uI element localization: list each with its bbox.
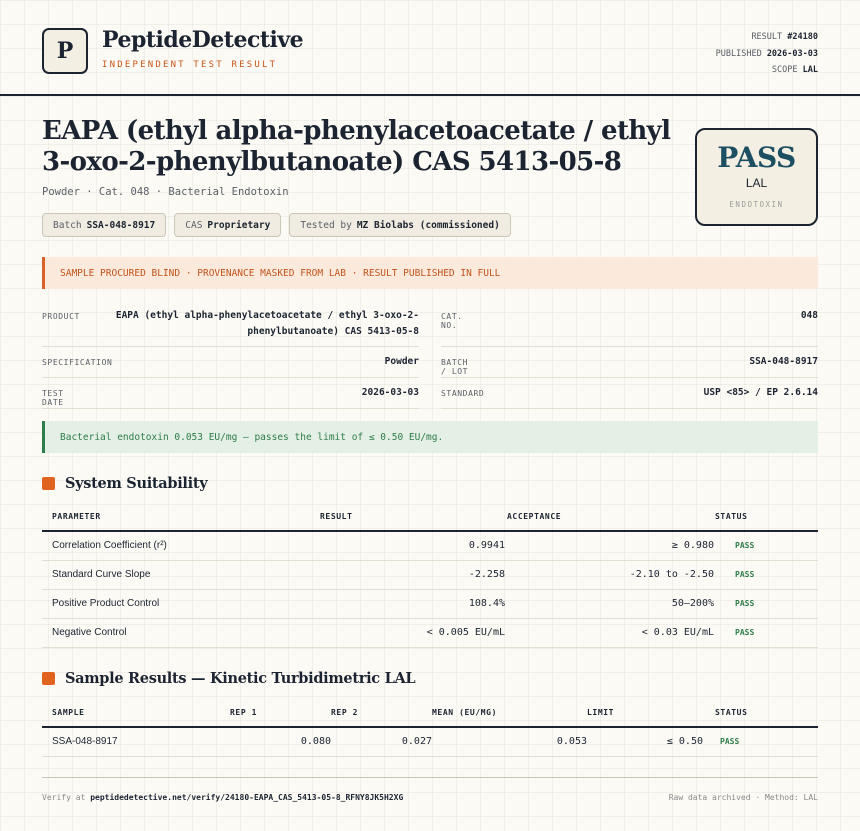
- meta-published: PUBLISHED 2026-03-03: [715, 48, 818, 59]
- cat-value: 048: [800, 310, 818, 321]
- suitability-title: System Suitability: [65, 475, 208, 492]
- product-value: EAPA (ethyl alpha-phenylacetoacetate / ethyl 3-oxo-2-phenylbutanoate) CAS 5413-05-8: [115, 310, 419, 337]
- report-header: [0, 0, 860, 96]
- table-row: [42, 618, 818, 647]
- column-header: RESULT: [320, 503, 507, 531]
- acceptance-cell: 50–200%: [507, 589, 715, 618]
- column-header: REP 2: [331, 699, 432, 727]
- verdict-word: PASS: [717, 141, 796, 174]
- result-cell: 108.4%: [320, 589, 507, 618]
- verdict-method: LAL: [745, 176, 768, 190]
- divider: [42, 346, 419, 347]
- status-badge: PASS: [703, 727, 818, 756]
- meta-scope: SCOPE LAL: [771, 65, 818, 75]
- blind-notice: SAMPLE PROCURED BLIND · PROVENANCE MASKED FROM LAB · RESULT PUBLISHED IN FULL: [42, 257, 818, 289]
- cat-label: CAT. NO.: [441, 312, 463, 330]
- result-cell: 0.9941: [320, 531, 507, 560]
- column-header: ACCEPTANCE: [507, 503, 715, 531]
- table-row: [42, 560, 818, 589]
- divider: [441, 408, 818, 409]
- report-meta: [716, 29, 818, 79]
- result-cell: < 0.005 EU/mL: [320, 618, 507, 647]
- acceptance-cell: -2.10 to -2.50: [507, 560, 715, 589]
- chip-row: [42, 213, 511, 237]
- status-badge: PASS: [715, 531, 818, 560]
- column-header: STATUS: [703, 699, 818, 727]
- divider: [42, 408, 419, 409]
- table-header-row: [42, 503, 818, 531]
- samples-title: Sample Results — Kinetic Turbidimetric LAL: [65, 670, 416, 687]
- archive-note: Raw data archived · Method: LAL: [668, 793, 818, 802]
- parameter-cell: Correlation Coefficient (r²): [52, 531, 320, 560]
- footer-divider: [42, 777, 818, 778]
- samples-heading: [42, 670, 415, 687]
- rep1-cell: 0.080: [230, 727, 331, 756]
- parameter-cell: Negative Control: [52, 618, 320, 647]
- column-header: MEAN (EU/MG): [432, 699, 587, 727]
- divider: [42, 377, 419, 378]
- section-marker-icon: [42, 672, 55, 685]
- verdict-category: ENDOTOXIN: [729, 200, 784, 209]
- spec-value: Powder: [384, 356, 419, 367]
- rep2-cell: 0.027: [331, 727, 432, 756]
- column-header: SAMPLE: [52, 699, 230, 727]
- product-label: PRODUCT: [42, 312, 80, 321]
- acceptance-cell: < 0.03 EU/mL: [507, 618, 715, 647]
- tested-by-chip: Tested by MZ Biolabs (commissioned): [289, 213, 510, 237]
- table-header-row: [42, 699, 818, 727]
- table-row: [42, 727, 818, 756]
- verify-line: Verify at peptidedetective.net/verify/24180-EAPA_CAS_5413-05-8_RFNY8JK5H2XG: [42, 793, 404, 802]
- column-header: LIMIT: [587, 699, 703, 727]
- samples-table: [42, 699, 818, 757]
- verdict-badge: [695, 128, 818, 226]
- acceptance-cell: ≥ 0.980: [507, 531, 715, 560]
- batch-chip: Batch SSA-048-8917: [42, 213, 166, 237]
- column-header: PARAMETER: [52, 503, 320, 531]
- cas-chip: CAS Proprietary: [174, 213, 281, 237]
- spec-label: SPECIFICATION: [42, 358, 113, 367]
- mean-cell: 0.053: [432, 727, 587, 756]
- brand-tagline: INDEPENDENT TEST RESULT: [102, 60, 278, 70]
- status-badge: PASS: [715, 618, 818, 647]
- divider: [441, 377, 818, 378]
- batch-value: SSA-048-8917: [749, 356, 818, 367]
- table-row: [42, 589, 818, 618]
- parameter-cell: Positive Product Control: [52, 589, 320, 618]
- status-badge: PASS: [715, 560, 818, 589]
- standard-value: USP <85> / EP 2.6.14: [703, 387, 818, 398]
- brand-logo: P: [42, 28, 88, 74]
- sample-cell: SSA-048-8917: [52, 727, 230, 756]
- column-header: STATUS: [715, 503, 818, 531]
- table-row: [42, 531, 818, 560]
- batch-label: BATCH / LOT: [441, 358, 469, 376]
- result-cell: -2.258: [320, 560, 507, 589]
- standard-label: STANDARD: [441, 389, 485, 398]
- verify-link[interactable]: peptidedetective.net/verify/24180-EAPA_CAS_5413-05-8_RFNY8JK5H2XG: [90, 793, 404, 802]
- product-subtitle: Powder · Cat. 048 · Bacterial Endotoxin: [42, 186, 289, 198]
- status-badge: PASS: [715, 589, 818, 618]
- suitability-table: [42, 503, 818, 648]
- date-label: TEST DATE: [42, 389, 64, 407]
- parameter-cell: Standard Curve Slope: [52, 560, 320, 589]
- limit-cell: ≤ 0.50: [587, 727, 703, 756]
- section-marker-icon: [42, 477, 55, 490]
- divider: [441, 346, 818, 347]
- result-summary: Bacterial endotoxin 0.053 EU/mg — passes the limit of ≤ 0.50 EU/mg.: [42, 421, 818, 453]
- column-header: REP 1: [230, 699, 331, 727]
- meta-result: RESULT #24180: [751, 32, 818, 42]
- brand-name: PeptideDetective: [102, 27, 304, 53]
- date-value: 2026-03-03: [361, 387, 419, 398]
- suitability-heading: [42, 475, 207, 492]
- product-title: EAPA (ethyl alpha-phenylacetoacetate / ethyl 3-oxo-2-phenylbutanoate) CAS 5413-05-8: [42, 116, 671, 177]
